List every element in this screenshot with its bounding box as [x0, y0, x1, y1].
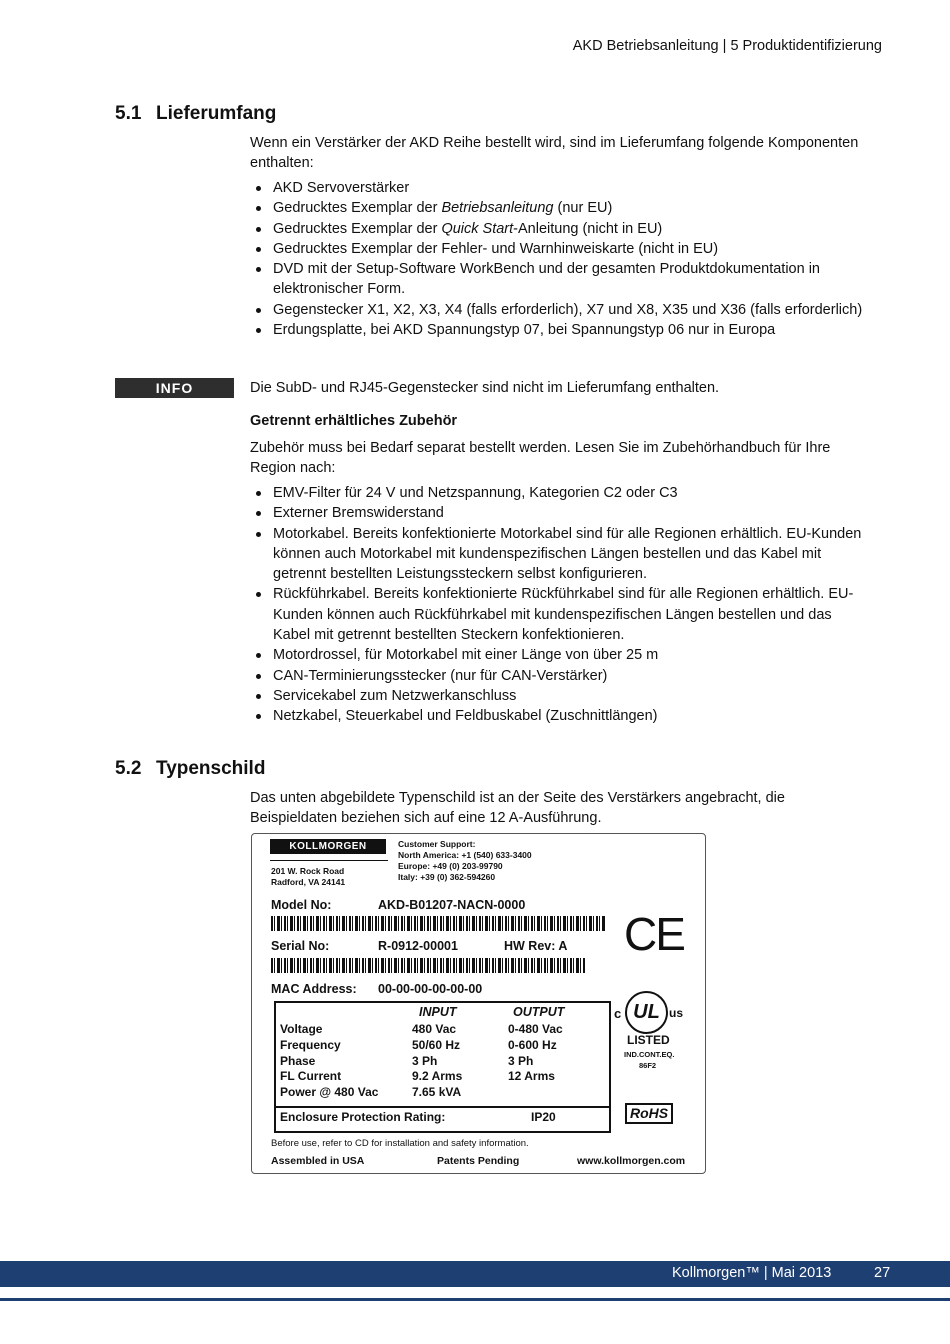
address-line-1: 201 W. Rock Road — [271, 866, 345, 876]
page-number: 27 — [874, 1265, 891, 1281]
list-item: Gedrucktes Exemplar der Fehler- und Warnhinweiskarte (nicht in EU) — [250, 239, 870, 259]
ratings-table — [274, 1001, 611, 1133]
support-title: Customer Support: — [398, 839, 476, 849]
output-value: 3 Ph — [508, 1053, 534, 1068]
enclosure-label: Enclosure Protection Rating: — [280, 1110, 446, 1124]
model-label: Model No: — [271, 898, 332, 912]
website-text: www.kollmorgen.com — [577, 1155, 686, 1167]
section-heading-typenschild — [115, 758, 265, 780]
kollmorgen-logo: KOLLMORGEN — [270, 839, 386, 854]
list-item: Erdungsplatte, bei AKD Spannungstyp 07, bei Spannungstyp 06 nur in Europa — [250, 320, 870, 340]
ul-code-text: 86F2 — [639, 1061, 657, 1070]
input-value: 3 Ph — [412, 1053, 438, 1068]
paragraph-typenschild: Das unten abgebildete Typenschild ist an der Seite des Verstärkers angebracht, die Beispieldaten beziehen sich auf eine 12 A-Ausführung. — [250, 790, 785, 827]
accessories-heading: Getrennt erhältliches Zubehör — [250, 413, 458, 429]
info-text: Die SubD- und RJ45-Gegenstecker sind nicht im Lieferumfang enthalten. — [250, 380, 720, 396]
ul-us-label: us — [669, 1006, 684, 1020]
footer-text: Kollmorgen™ | Mai 2013 — [672, 1265, 832, 1281]
input-value: 50/60 Hz — [412, 1037, 461, 1052]
nameplate-figure — [251, 833, 706, 1174]
address-line-2: Radford, VA 24141 — [271, 877, 346, 887]
ul-ind-text: IND.CONT.EQ. — [624, 1050, 675, 1059]
section-title: Lieferumfang — [156, 103, 277, 124]
mac-value: 00-00-00-00-00-00 — [378, 982, 483, 996]
output-value: 0-600 Hz — [508, 1037, 557, 1052]
output-header: OUTPUT — [513, 1005, 565, 1019]
input-value: 480 Vac — [412, 1022, 457, 1036]
install-note: Before use, refer to CD for installation and safety information. — [271, 1138, 529, 1149]
input-header: INPUT — [419, 1005, 457, 1019]
section-number: 5.2 — [115, 758, 142, 779]
ul-listed-icon: UL — [625, 991, 668, 1034]
list-item: Externer Bremswiderstand — [250, 503, 870, 523]
delivery-list — [250, 178, 870, 340]
output-value: 0-480 Vac — [508, 1022, 563, 1036]
hw-rev: HW Rev: A — [504, 939, 568, 953]
input-value: 7.65 kVA — [412, 1085, 462, 1100]
list-item: Rückführkabel. Bereits konfektionierte Rückführkabel sind für alle Regionen erhältlich. EU-Kunden können auch Rückführkabel mit kundenspezifischen Längen bestellen und das Kabel mit getrennt bestellten Steckern konfektionieren. — [250, 584, 870, 645]
section-title: Typenschild — [156, 758, 266, 779]
info-badge: INFO — [115, 378, 234, 398]
list-item: Gegenstecker X1, X2, X3, X4 (falls erforderlich), X7 und X8, X35 und X36 (falls erforderlich) — [250, 300, 870, 320]
divider — [270, 860, 388, 861]
list-item: EMV-Filter für 24 V und Netzspannung, Kategorien C2 oder C3 — [250, 483, 870, 503]
row-label: Power @ 480 Vac — [280, 1085, 379, 1100]
serial-value: R-0912-00001 — [378, 939, 458, 953]
support-eu: Europe: +49 (0) 203-99790 — [398, 861, 503, 871]
running-header: AKD Betriebsanleitung | 5 Produktidentifizierung — [572, 38, 882, 54]
footer-rule — [0, 1298, 950, 1301]
list-item: Netzkabel, Steuerkabel und Feldbuskabel (Zuschnittlängen) — [250, 706, 870, 726]
section-heading-lieferumfang — [115, 103, 276, 125]
list-item: AKD Servoverstärker — [250, 178, 870, 198]
enclosure-value: IP20 — [531, 1110, 556, 1124]
section-number: 5.1 — [115, 103, 142, 124]
list-item: Gedrucktes Exemplar der Betriebsanleitung (nur EU) — [250, 198, 870, 218]
output-value: 12 Arms — [508, 1069, 555, 1084]
input-value: 9.2 Arms — [412, 1069, 463, 1084]
footer-bar — [0, 1261, 950, 1287]
ul-c-label: c — [614, 1006, 622, 1021]
ratings-row — [280, 1022, 378, 1101]
patents-text: Patents Pending — [437, 1155, 520, 1167]
row-label: FL Current — [280, 1069, 342, 1084]
list-item: Motorkabel. Bereits konfektionierte Motorkabel sind für alle Regionen erhältlich. EU-Kunden können auch Motorkabel mit kundenspezifischen Längen bestellen und das Kabel mit getrennt bestellten Leistungssteckern selbst konfigurieren. — [250, 524, 870, 585]
model-value: AKD-B01207-NACN-0000 — [378, 898, 526, 912]
input-column — [412, 1022, 462, 1101]
output-column — [508, 1022, 563, 1085]
ul-listed-text: LISTED — [627, 1033, 670, 1047]
accessories-list — [250, 483, 870, 727]
list-item: DVD mit der Setup-Software WorkBench und der gesamten Produktdokumentation in elektronischer Form. — [250, 259, 870, 300]
accessories-intro: Zubehör muss bei Bedarf separat bestellt werden. Lesen Sie im Zubehörhandbuch für Ihre Region nach: — [250, 440, 831, 477]
divider — [276, 1106, 609, 1108]
row-label: Frequency — [280, 1037, 341, 1052]
ce-mark-icon: CE — [624, 908, 684, 960]
row-label: Phase — [280, 1053, 316, 1068]
serial-label: Serial No: — [271, 939, 330, 953]
assembled-text: Assembled in USA — [271, 1155, 365, 1167]
serial-barcode — [271, 958, 586, 973]
mac-label: MAC Address: — [271, 982, 357, 996]
support-it: Italy: +39 (0) 362-594260 — [398, 872, 496, 882]
list-item: Gedrucktes Exemplar der Quick Start-Anleitung (nicht in EU) — [250, 219, 870, 239]
row-label: Voltage — [280, 1022, 323, 1036]
list-item: CAN-Terminierungsstecker (nur für CAN-Verstärker) — [250, 666, 870, 686]
support-na: North America: +1 (540) 633-3400 — [398, 850, 532, 860]
list-item: Motordrossel, für Motorkabel mit einer Länge von über 25 m — [250, 645, 870, 665]
paragraph-intro: Wenn ein Verstärker der AKD Reihe bestellt wird, sind im Lieferumfang folgende Komponenten enthalten: — [250, 135, 859, 172]
model-barcode — [271, 916, 606, 931]
list-item: Servicekabel zum Netzwerkanschluss — [250, 686, 870, 706]
rohs-badge-icon: RoHS — [625, 1103, 673, 1124]
